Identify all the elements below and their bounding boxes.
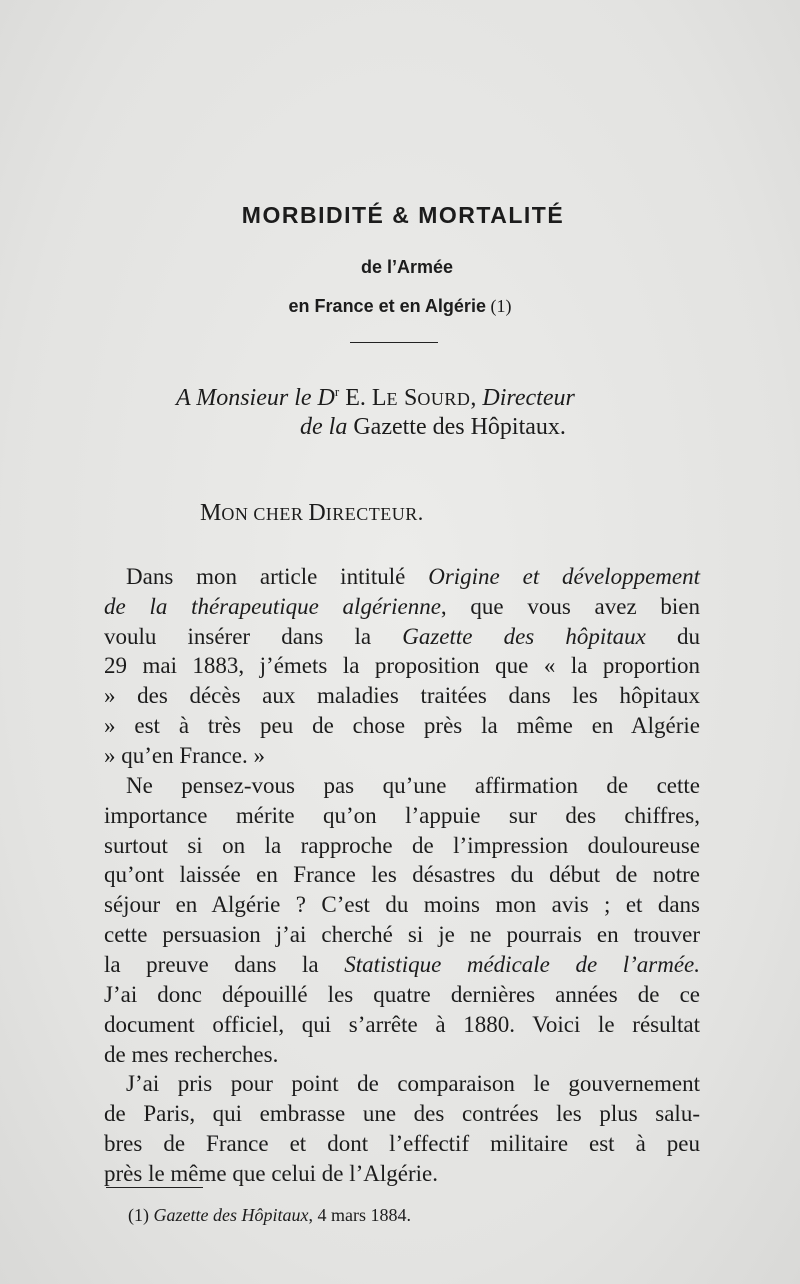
body-text-segment: importance mérite qu’on l’appuie sur des chiffres, bbox=[104, 803, 700, 828]
body-text-segment: de Paris, qui embrasse une des contrées les plus salu- bbox=[104, 1101, 700, 1126]
body-text-segment: voulu insérer dans la bbox=[104, 624, 403, 649]
body-line bbox=[104, 980, 700, 1010]
subtitle-army: de l’Armée bbox=[360, 257, 454, 277]
body-line bbox=[104, 920, 700, 950]
footnote-date: , 4 mars 1884. bbox=[308, 1205, 411, 1225]
body-text-segment: bres de France et dont l’effectif militaire est à peu bbox=[104, 1131, 700, 1156]
body-line bbox=[104, 831, 700, 861]
body-line bbox=[104, 592, 700, 622]
subtitle-regions bbox=[0, 296, 800, 317]
italic-text: Statistique médicale de l’armée. bbox=[344, 952, 700, 977]
body-text-segment: J’ai donc dépouillé les quatre dernières années de ce bbox=[104, 982, 700, 1007]
footnote-reference: (1) bbox=[485, 296, 512, 316]
salutation-part: IRECTEUR bbox=[325, 504, 418, 524]
italic-text: de la thérapeutique algérienne bbox=[104, 594, 441, 619]
footnote-marker: (1) bbox=[128, 1205, 154, 1225]
salutation bbox=[200, 500, 423, 527]
body-line bbox=[104, 1099, 700, 1129]
body-line bbox=[104, 651, 700, 681]
subtitle-regions-text: en France et en Algérie bbox=[288, 296, 486, 316]
body-text-segment: près le même que celui de l’Algérie. bbox=[104, 1161, 438, 1186]
body-line bbox=[104, 622, 700, 652]
title-rule bbox=[350, 342, 438, 343]
address-publication: Gazette des Hôpitaux. bbox=[347, 414, 566, 440]
body-line bbox=[104, 1010, 700, 1040]
body-text-segment: » des décès aux maladies traitées dans les hôpitaux bbox=[104, 683, 700, 708]
body-text-segment: » est à très peu de chose près la même en Algérie bbox=[104, 713, 700, 738]
body-text-segment: de mes recherches. bbox=[104, 1042, 279, 1067]
body-text-segment: , que vous avez bien bbox=[440, 594, 701, 619]
body-text-segment: Ne pensez-vous pas qu’une affirmation de cette bbox=[126, 773, 700, 798]
body-text-segment: 29 mai 1883, j’émets la proposition que « la proportion bbox=[104, 653, 700, 678]
body-text-segment: Dans mon article intitulé bbox=[126, 564, 429, 589]
address-salutation: A Monsieur le D bbox=[176, 385, 335, 411]
salutation-part: D bbox=[308, 500, 326, 526]
body-line bbox=[126, 1069, 700, 1099]
salutation-part: . bbox=[417, 500, 424, 525]
italic-text: Gazette des hôpitaux bbox=[402, 624, 646, 649]
body-line bbox=[104, 1040, 700, 1070]
address-line-1 bbox=[176, 384, 575, 412]
body-line bbox=[104, 741, 700, 771]
address-name-part: S bbox=[398, 385, 418, 411]
body-text-segment: J’ai pris pour point de comparaison le gouvernement bbox=[126, 1071, 700, 1096]
body-text-segment: séjour en Algérie ? C’est du moins mon avis ; et dans bbox=[104, 892, 700, 917]
body-line bbox=[104, 1159, 700, 1189]
body-line bbox=[104, 711, 700, 741]
footnote bbox=[128, 1205, 411, 1226]
address-role: Directeur bbox=[482, 385, 575, 411]
italic-text: Origine et développement bbox=[428, 564, 700, 589]
address-line-2 bbox=[300, 414, 566, 441]
body-line bbox=[104, 801, 700, 831]
body-text-segment: qu’ont laissée en France les désastres du début de notre bbox=[104, 862, 700, 887]
body-line bbox=[104, 1129, 700, 1159]
body-line bbox=[126, 562, 700, 592]
address-name-part: E bbox=[386, 389, 399, 409]
body-text-segment: » qu’en France. » bbox=[104, 743, 265, 768]
body-text-segment: la preuve dans la bbox=[104, 952, 345, 977]
body-line bbox=[104, 890, 700, 920]
footnote-source: Gazette des Hôpitaux bbox=[153, 1205, 309, 1225]
address-name-part: OURD bbox=[417, 389, 471, 409]
salutation-part: M bbox=[200, 500, 222, 526]
address-prefix: de la bbox=[300, 414, 348, 440]
body-line bbox=[104, 681, 700, 711]
body-text-segment: cette persuasion j’ai cherché si je ne pourrais en trouver bbox=[104, 922, 700, 947]
salutation-part: ON CHER bbox=[221, 504, 309, 524]
body-line bbox=[126, 771, 700, 801]
page-title: MORBIDITÉ & MORTALITÉ bbox=[241, 202, 565, 228]
address-comma: , bbox=[470, 385, 483, 411]
body-text-segment: du bbox=[645, 624, 700, 649]
body-line bbox=[104, 950, 700, 980]
body-text-segment: surtout si on la rapproche de l’impression douloureuse bbox=[104, 833, 700, 858]
footnote-rule bbox=[106, 1187, 203, 1188]
address-name-part: E. L bbox=[339, 385, 387, 411]
body-text-segment: document officiel, qui s’arrête à 1880. Voici le résultat bbox=[104, 1012, 700, 1037]
address-sup: r bbox=[334, 384, 340, 399]
body-line bbox=[104, 860, 700, 890]
